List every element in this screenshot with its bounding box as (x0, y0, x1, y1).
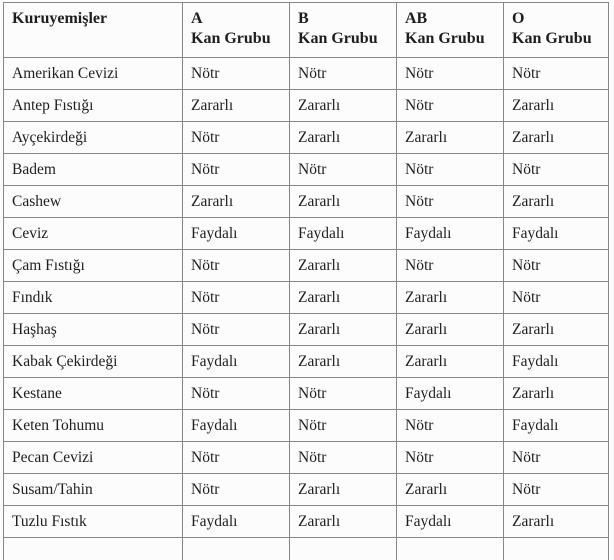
empty-cell (504, 538, 609, 560)
row-label: Çam Fıstığı (4, 250, 183, 282)
cell-value: Nötr (397, 186, 504, 218)
cell-value: Zararlı (290, 474, 397, 506)
cell-value: Zararlı (504, 186, 609, 218)
cell-value: Nötr (290, 410, 397, 442)
cell-value: Nötr (183, 58, 290, 90)
column-header-label: Kuruyemişler (12, 10, 107, 27)
cell-value: Zararlı (504, 122, 609, 154)
cell-value: Faydalı (290, 218, 397, 250)
table-row (4, 58, 609, 90)
cell-value: Faydalı (397, 218, 504, 250)
cell-value: Nötr (290, 154, 397, 186)
cell-value: Zararlı (290, 282, 397, 314)
cell-value: Nötr (183, 474, 290, 506)
cell-value: Zararlı (290, 346, 397, 378)
cell-value: Nötr (183, 154, 290, 186)
blood-type-label: A (191, 9, 281, 29)
blood-type-label: B (298, 9, 388, 29)
row-label: Tuzlu Fıstık (4, 506, 183, 538)
row-label: Kestane (4, 378, 183, 410)
row-label: Ayçekirdeği (4, 122, 183, 154)
cell-value: Nötr (183, 122, 290, 154)
row-label: Antep Fıstığı (4, 90, 183, 122)
table-row (4, 442, 609, 474)
cell-value: Zararlı (290, 314, 397, 346)
cell-value: Nötr (183, 250, 290, 282)
table-row (4, 378, 609, 410)
cell-value: Nötr (397, 250, 504, 282)
column-header-ab (397, 3, 504, 58)
cell-value: Nötr (290, 378, 397, 410)
header-row (4, 3, 609, 58)
row-label: Ceviz (4, 218, 183, 250)
table-row (4, 474, 609, 506)
cell-value: Nötr (397, 90, 504, 122)
cell-value: Zararlı (397, 122, 504, 154)
blood-group-label: Kan Grubu (298, 29, 388, 49)
blood-group-label: Kan Grubu (512, 29, 600, 49)
blood-type-label: O (512, 9, 600, 29)
cell-value: Zararlı (183, 186, 290, 218)
cell-value: Zararlı (397, 282, 504, 314)
table-body (4, 58, 609, 560)
cell-value: Nötr (183, 282, 290, 314)
cell-value: Nötr (504, 474, 609, 506)
table-row (4, 314, 609, 346)
table-row (4, 154, 609, 186)
cell-value: Faydalı (183, 506, 290, 538)
nuts-blood-group-table (3, 2, 609, 560)
table-row (4, 218, 609, 250)
cell-value: Faydalı (504, 410, 609, 442)
cell-value: Nötr (183, 442, 290, 474)
blood-type-label: AB (405, 9, 495, 29)
table-row (4, 506, 609, 538)
cell-value: Zararlı (397, 474, 504, 506)
column-header-b (290, 3, 397, 58)
cell-value: Faydalı (504, 218, 609, 250)
cell-value: Nötr (397, 154, 504, 186)
empty-cell (183, 538, 290, 560)
row-label: Susam/Tahin (4, 474, 183, 506)
cell-value: Zararlı (290, 186, 397, 218)
cell-value: Nötr (290, 442, 397, 474)
blood-group-label: Kan Grubu (405, 29, 495, 49)
column-header-o (504, 3, 609, 58)
row-label: Pecan Cevizi (4, 442, 183, 474)
cell-value: Faydalı (504, 346, 609, 378)
cell-value: Nötr (504, 154, 609, 186)
empty-cell (290, 538, 397, 560)
cell-value: Faydalı (397, 378, 504, 410)
table-row (4, 186, 609, 218)
row-label: Cashew (4, 186, 183, 218)
row-label: Badem (4, 154, 183, 186)
row-label: Haşhaş (4, 314, 183, 346)
table-row (4, 250, 609, 282)
cell-value: Zararlı (504, 506, 609, 538)
cell-value: Nötr (397, 442, 504, 474)
cell-value: Zararlı (504, 378, 609, 410)
table-row (4, 90, 609, 122)
cell-value: Faydalı (183, 346, 290, 378)
cell-value: Zararlı (183, 90, 290, 122)
cell-value: Zararlı (290, 122, 397, 154)
cell-value: Zararlı (290, 506, 397, 538)
row-label: Fındık (4, 282, 183, 314)
cell-value: Nötr (504, 58, 609, 90)
cell-value: Nötr (397, 58, 504, 90)
cell-value: Nötr (183, 378, 290, 410)
cell-value: Nötr (397, 410, 504, 442)
cell-value: Zararlı (397, 314, 504, 346)
cell-value: Zararlı (504, 314, 609, 346)
cell-value: Faydalı (397, 506, 504, 538)
cell-value: Zararlı (397, 346, 504, 378)
cell-value: Zararlı (504, 90, 609, 122)
partial-row (4, 538, 609, 560)
cell-value: Zararlı (290, 90, 397, 122)
column-header-a (183, 3, 290, 58)
row-label: Keten Tohumu (4, 410, 183, 442)
cell-value: Nötr (290, 58, 397, 90)
cell-value: Nötr (504, 250, 609, 282)
empty-cell (397, 538, 504, 560)
column-header-kuruyemisler (4, 3, 183, 58)
table-row (4, 282, 609, 314)
row-label: Amerikan Cevizi (4, 58, 183, 90)
cell-value: Faydalı (183, 410, 290, 442)
row-label: Kabak Çekirdeği (4, 346, 183, 378)
table-row (4, 122, 609, 154)
table-row (4, 410, 609, 442)
cell-value: Zararlı (290, 250, 397, 282)
cell-value: Nötr (504, 442, 609, 474)
cell-value: Nötr (183, 314, 290, 346)
empty-cell (4, 538, 183, 560)
cell-value: Faydalı (183, 218, 290, 250)
cell-value: Nötr (504, 282, 609, 314)
table-row (4, 346, 609, 378)
blood-group-label: Kan Grubu (191, 29, 281, 49)
